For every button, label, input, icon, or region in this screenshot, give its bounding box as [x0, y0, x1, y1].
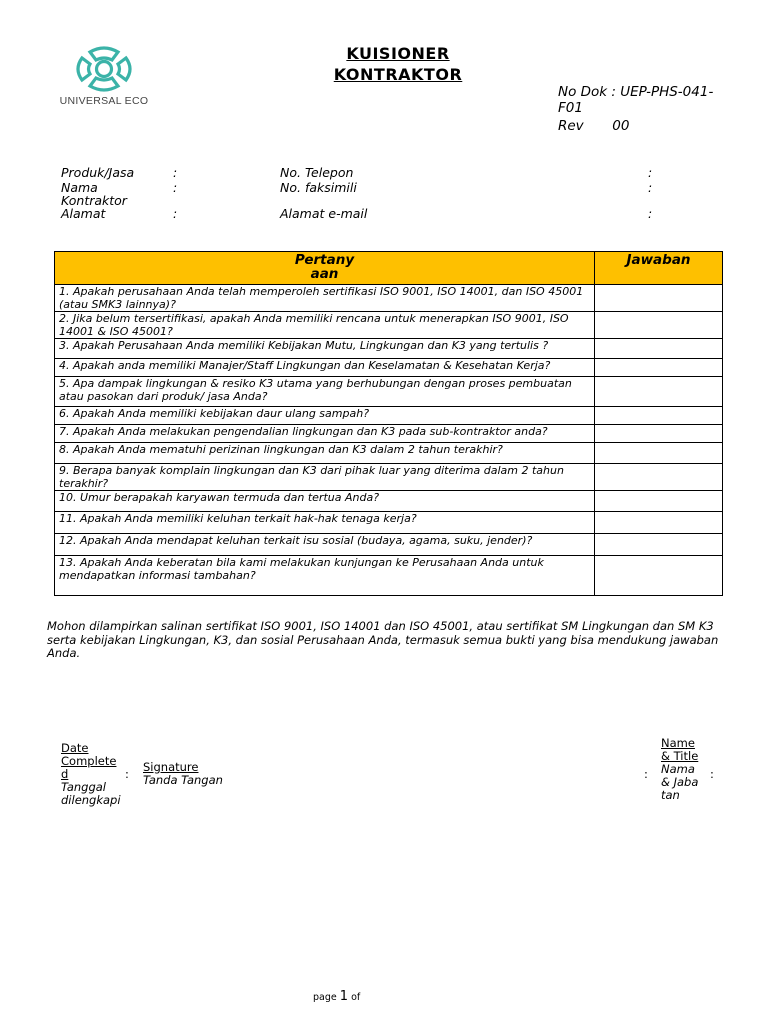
answer-cell[interactable] [595, 359, 723, 377]
signature-label: Signature [143, 760, 199, 774]
question-cell: 12. Apakah Anda mendapat keluhan terkait isu sosial (budaya, agama, suku, jender)? [55, 534, 595, 556]
revision [558, 118, 629, 134]
title-line1: KUISIONER [346, 44, 450, 63]
colon: : [644, 767, 648, 781]
tanda-tangan-label: Tanda Tangan [143, 773, 223, 787]
field-email-label: Alamat e-mail [280, 206, 368, 221]
attachment-note: Mohon dilampirkan salinan sertifikat ISO 9001, ISO 14001 dan ISO 45001, atau sertifikat SM Lingkungan dan SM K3 serta kebijakan Lingkungan, K3, dan sosial Perusahaan Anda, termasuk semua bukti yang bisa mendukung jawaban Anda. [47, 619, 719, 660]
revision-label: Rev [558, 118, 584, 134]
table-row [55, 339, 723, 359]
page-number: 1 [339, 989, 349, 1004]
questionnaire-table [54, 251, 723, 596]
name-title-label: Name & Title [661, 736, 699, 763]
logo-text: UNIVERSAL ECO [59, 95, 149, 107]
colon: : [173, 165, 178, 180]
question-cell: 10. Umur berapakah karyawan termuda dan tertua Anda? [55, 491, 595, 512]
answer-cell[interactable] [595, 425, 723, 443]
field-faks-label: No. faksimili [280, 180, 357, 195]
table-header-row [55, 252, 723, 285]
answer-cell[interactable] [595, 512, 723, 534]
answer-cell[interactable] [595, 285, 723, 312]
colon: : [648, 206, 653, 221]
field-produk-label: Produk/Jasa [61, 165, 135, 180]
table-row [55, 556, 723, 596]
colon: : [648, 165, 653, 180]
answer-cell[interactable] [595, 407, 723, 425]
answer-cell[interactable] [595, 491, 723, 512]
table-row [55, 407, 723, 425]
question-cell: 3. Apakah Perusahaan Anda memiliki Kebijakan Mutu, Lingkungan dan K3 yang tertulis ? [55, 339, 595, 359]
colon: : [710, 767, 714, 781]
company-logo [54, 44, 154, 116]
field-telepon-label: No. Telepon [280, 165, 354, 180]
field-alamat-label: Alamat [61, 206, 106, 221]
answer-cell[interactable] [595, 443, 723, 464]
table-row [55, 377, 723, 407]
answer-cell[interactable] [595, 534, 723, 556]
table-row [55, 512, 723, 534]
question-cell: 4. Apakah anda memiliki Manajer/Staff Lingkungan dan Keselamatan & Kesehatan Kerja? [55, 359, 595, 377]
answer-cell[interactable] [595, 377, 723, 407]
answer-cell[interactable] [595, 464, 723, 491]
page-label: page [313, 992, 337, 1003]
answer-cell[interactable] [595, 339, 723, 359]
colon: : [173, 206, 178, 221]
page-of-label: of [351, 992, 361, 1003]
table-row [55, 285, 723, 312]
table-row [55, 425, 723, 443]
table-row [55, 312, 723, 339]
question-cell: 5. Apa dampak lingkungan & resiko K3 utama yang berhubungan dengan proses pembuatan atau pasokan dari produk/ jasa Anda? [55, 377, 595, 407]
name-title-block [661, 737, 701, 802]
document-number: No Dok : UEP-PHS-041-F01 [558, 84, 714, 116]
colon: : [648, 180, 653, 195]
answer-cell[interactable] [595, 556, 723, 596]
header-answer: Jawaban [595, 252, 723, 285]
tanggal-label: Tanggal dilengkapi [61, 780, 121, 807]
table-row [55, 534, 723, 556]
table-row [55, 443, 723, 464]
universal-eco-logo-icon [68, 44, 140, 94]
table-row [55, 491, 723, 512]
header-question: Pertany aan [55, 252, 595, 285]
question-cell: 8. Apakah Anda mematuhi perizinan lingkungan dan K3 dalam 2 tahun terakhir? [55, 443, 595, 464]
signature-block [143, 761, 223, 787]
colon: : [173, 180, 178, 195]
question-cell: 1. Apakah perusahaan Anda telah memperoleh sertifikasi ISO 9001, ISO 14001, dan ISO 45001 (atau SMK3 lainnya)? [55, 285, 595, 312]
question-cell: 9. Berapa banyak komplain lingkungan dan K3 dari pihak luar yang diterima dalam 2 tahun terakhir? [55, 464, 595, 491]
table-row [55, 464, 723, 491]
revision-value: 00 [612, 118, 630, 134]
question-cell: 2. Jika belum tersertifikasi, apakah Anda memiliki rencana untuk menerapkan ISO 9001, ISO 14001 & ISO 45001? [55, 312, 595, 339]
question-cell: 7. Apakah Anda melakukan pengendalian lingkungan dan K3 pada sub-kontraktor anda? [55, 425, 595, 443]
question-cell: 11. Apakah Anda memiliki keluhan terkait hak-hak tenaga kerja? [55, 512, 595, 534]
table-row [55, 359, 723, 377]
date-completed-block [61, 741, 121, 807]
question-cell: 6. Apakah Anda memiliki kebijakan daur ulang sampah? [55, 407, 595, 425]
page-footer [313, 989, 360, 1004]
colon: : [125, 767, 129, 781]
title-line2: KONTRAKTOR [333, 65, 463, 84]
field-nama-label: Nama Kontraktor [61, 180, 127, 208]
date-completed-label: Date Complete d [61, 741, 117, 781]
question-cell: 13. Apakah Anda keberatan bila kami melakukan kunjungan ke Perusahaan Anda untuk mendapatkan informasi tambahan? [55, 556, 595, 596]
nama-jabatan-label: Nama & Jabatan [661, 762, 699, 802]
answer-cell[interactable] [595, 312, 723, 339]
